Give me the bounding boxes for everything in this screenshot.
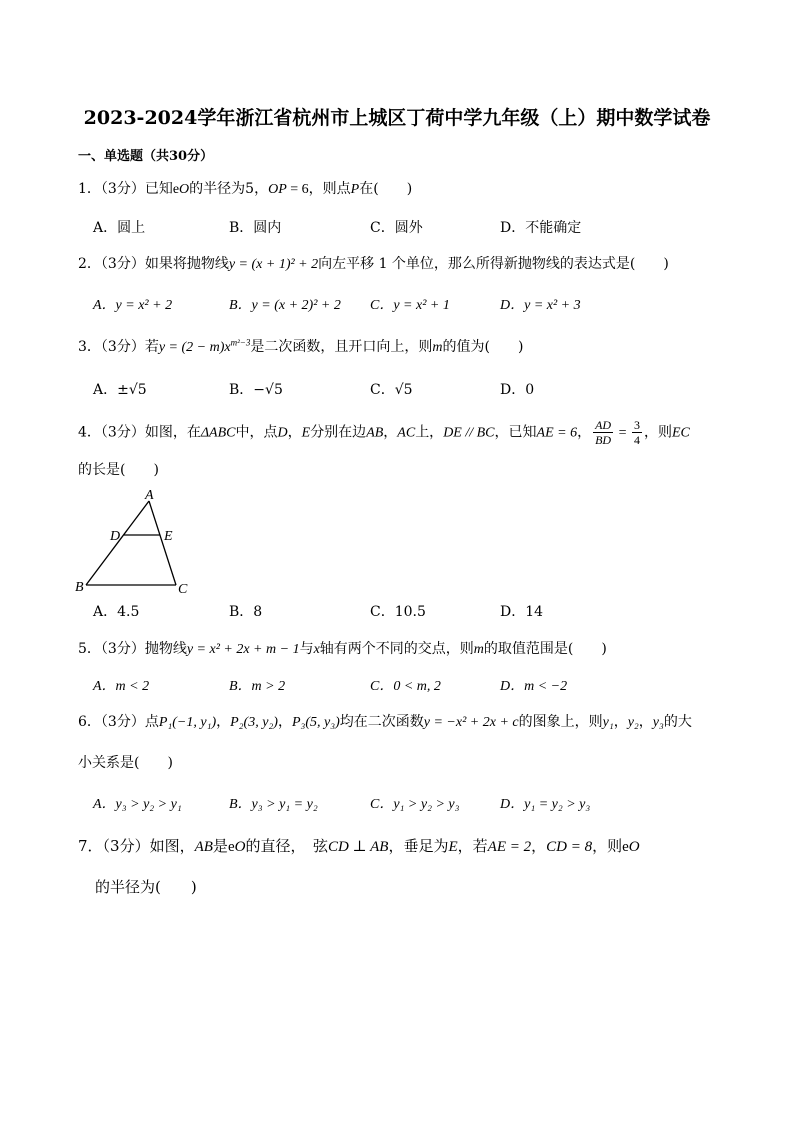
label-c: C: [178, 582, 188, 597]
q6-c: 的图象上，则: [518, 714, 603, 730]
q4-m: ，已知: [494, 424, 537, 441]
q4-o: ，: [577, 424, 592, 441]
q4-p: ，则: [644, 424, 672, 441]
q5-var: m: [473, 642, 484, 657]
q3-formula: y = (2 − m)x: [158, 340, 231, 355]
q7-o: O: [234, 839, 246, 855]
q3-option-a: A．±√5: [93, 382, 147, 398]
q4-i: ，: [383, 424, 398, 441]
q6-a: 6．（3分）点: [78, 714, 159, 730]
q7-e: E: [448, 839, 458, 855]
q6-y1: y₁: [602, 715, 614, 730]
q1-text-c: 的半径为5，: [189, 181, 269, 197]
q6-option-c: C．y₁ > y₂ > y₃: [370, 797, 460, 812]
q5-x: x: [313, 642, 320, 657]
question-1: [78, 178, 412, 198]
label-d: D: [110, 529, 121, 544]
q1-text-e: = 6，则点: [286, 182, 351, 197]
q1-option-d: D．不能确定: [500, 220, 582, 236]
q4-option-b: B．8: [229, 604, 263, 620]
q2-formula: y = (x + 1)² + 2: [228, 257, 319, 272]
q2-suffix: 向左平移 1 个单位，那么所得新抛物线的表达式是( ): [318, 256, 669, 272]
q3-prefix: 3．（3分）若: [78, 339, 159, 355]
q7-circle-symbol: e: [227, 839, 235, 855]
question-7: [78, 835, 640, 856]
q4-j: AC: [397, 425, 416, 441]
q2-option-d: D．y = x² + 3: [500, 298, 581, 313]
label-e: E: [164, 529, 173, 544]
exam-title: 2023-2024学年浙江省杭州市上城区丁荷中学九年级（上）期中数学试卷: [83, 107, 711, 129]
q6-option-a: A．y₃ > y₂ > y₁: [93, 797, 182, 812]
q4-fraction-ad-bd: [593, 418, 613, 447]
question-6-line2: 小关系是( ): [78, 755, 173, 771]
q5-option-d: D．m < −2: [500, 679, 568, 694]
q4-option-a: A．4.5: [93, 604, 140, 620]
section-heading: 一、单选题（共30分）: [78, 149, 214, 164]
q4-d: D: [277, 425, 288, 441]
q5-option-a: A．m < 2: [93, 679, 150, 694]
label-b: B: [75, 580, 84, 595]
q2-option-b: B．y = (x + 2)² + 2: [229, 298, 341, 313]
q3-var: m: [432, 340, 443, 355]
q1-option-c: C．圆外: [370, 220, 423, 236]
q6-p2: P₂(3, y₂): [230, 715, 278, 730]
q4-a: 4．（3分）如图，在: [78, 424, 201, 441]
q1-p: P: [350, 182, 360, 197]
q6-b: 均在二次函数: [339, 714, 424, 730]
triangle-figure: [70, 485, 200, 603]
q3-option-b: B．−√5: [229, 382, 283, 398]
q5-option-b: B．m > 2: [229, 679, 286, 694]
q6-y3: y₃: [652, 715, 664, 730]
q3-end: 的值为( ): [442, 339, 524, 355]
q3-exponent: m²−3: [230, 337, 251, 348]
q6-option-d: D．y₁ = y₂ > y₃: [500, 797, 591, 812]
q4-g: 分别在边: [310, 424, 367, 441]
q2-option-a: A．y = x² + 2: [93, 298, 173, 313]
q7-cd: CD ⊥ AB: [327, 839, 389, 855]
q5-suffix: 轴有两个不同的交点，则: [319, 641, 474, 657]
q2-option-c: C．y = x² + 1: [370, 298, 450, 313]
q5-end: 的取值范围是( ): [483, 641, 607, 657]
q4-frac2-top: 3: [634, 418, 640, 432]
label-a: A: [145, 488, 154, 503]
q4-fraction-3-4: [632, 418, 642, 447]
question-4: [78, 418, 690, 447]
q5-formula: y = x² + 2x + m − 1: [186, 642, 300, 657]
q4-n: AE = 6: [536, 425, 578, 441]
q1-op: OP: [268, 182, 287, 197]
q6-p1: P₁(−1, y₁): [158, 715, 217, 730]
q3-suffix: 是二次函数，且开口向上，则: [250, 339, 433, 355]
q5-option-c: C．0 < m, 2: [370, 679, 441, 694]
q1-option-a: A．圆上: [93, 220, 146, 236]
q6-sep3: ，: [613, 714, 628, 730]
q3-option-c: C．√5: [370, 382, 413, 398]
q4-e: ，: [287, 424, 302, 441]
q1-text-g: 在( ): [359, 181, 413, 197]
question-6: [78, 711, 692, 731]
q4-frac2-bot: 4: [634, 433, 640, 447]
q4-frac1-top: AD: [595, 418, 612, 432]
q4-abc: ΔABC: [200, 425, 236, 441]
q6-sep1: ，: [216, 714, 231, 730]
q6-d: 的大: [663, 714, 692, 730]
question-3: [78, 336, 523, 356]
question-5: [78, 638, 607, 658]
q4-option-d: D．14: [500, 604, 544, 620]
q6-sep4: ，: [638, 714, 653, 730]
q1-circle-symbol: e: [172, 182, 180, 197]
q7-f: ，: [531, 837, 547, 855]
q5-mid: 与: [299, 641, 314, 657]
q4-h: AB: [366, 425, 384, 441]
q7-b: 是: [212, 837, 228, 855]
q7-a: 7．（3分）如图，: [78, 837, 195, 855]
q7-e-text: ，若: [457, 837, 488, 855]
q4-eq: =: [615, 425, 630, 441]
q4-f: E: [301, 425, 311, 441]
q7-circle-symbol-2: e: [622, 839, 629, 855]
q6-option-b: B．y₃ > y₁ = y₂: [229, 797, 318, 812]
q5-prefix: 5．（3分）抛物线: [78, 641, 187, 657]
q7-c: 的直径， 弦: [245, 837, 328, 855]
q4-frac1-bot: BD: [595, 433, 612, 447]
question-4-line2: 的长是( ): [78, 462, 159, 478]
q4-c: 中，点: [235, 424, 278, 441]
q7-ab: AB: [194, 839, 213, 855]
q1-o: O: [179, 182, 190, 197]
q7-d: ，垂足为: [388, 837, 449, 855]
q4-k: 上，: [415, 424, 444, 441]
q7-ae: AE = 2: [487, 839, 532, 855]
q3-option-d: D．0: [500, 382, 535, 398]
question-2: [78, 253, 669, 273]
q2-prefix: 2．（3分）如果将抛物线: [78, 256, 229, 272]
q1-text: 1．（3分）已知: [78, 181, 173, 197]
q7-cdv: CD = 8: [546, 839, 593, 855]
q7-o2: O: [628, 839, 640, 855]
q4-option-c: C．10.5: [370, 604, 426, 620]
q4-l: DE // BC: [443, 425, 495, 441]
question-7-line2: 的半径为( ): [95, 878, 197, 896]
q6-formula: y = −x² + 2x + c: [423, 715, 519, 730]
q6-y2: y₂: [627, 715, 639, 730]
q1-option-b: B．圆内: [229, 220, 282, 236]
q4-q: EC: [672, 425, 690, 441]
q6-p3: P₃(5, y₃): [291, 715, 340, 730]
q7-g: ，则: [592, 837, 623, 855]
q6-sep2: ，: [277, 714, 292, 730]
